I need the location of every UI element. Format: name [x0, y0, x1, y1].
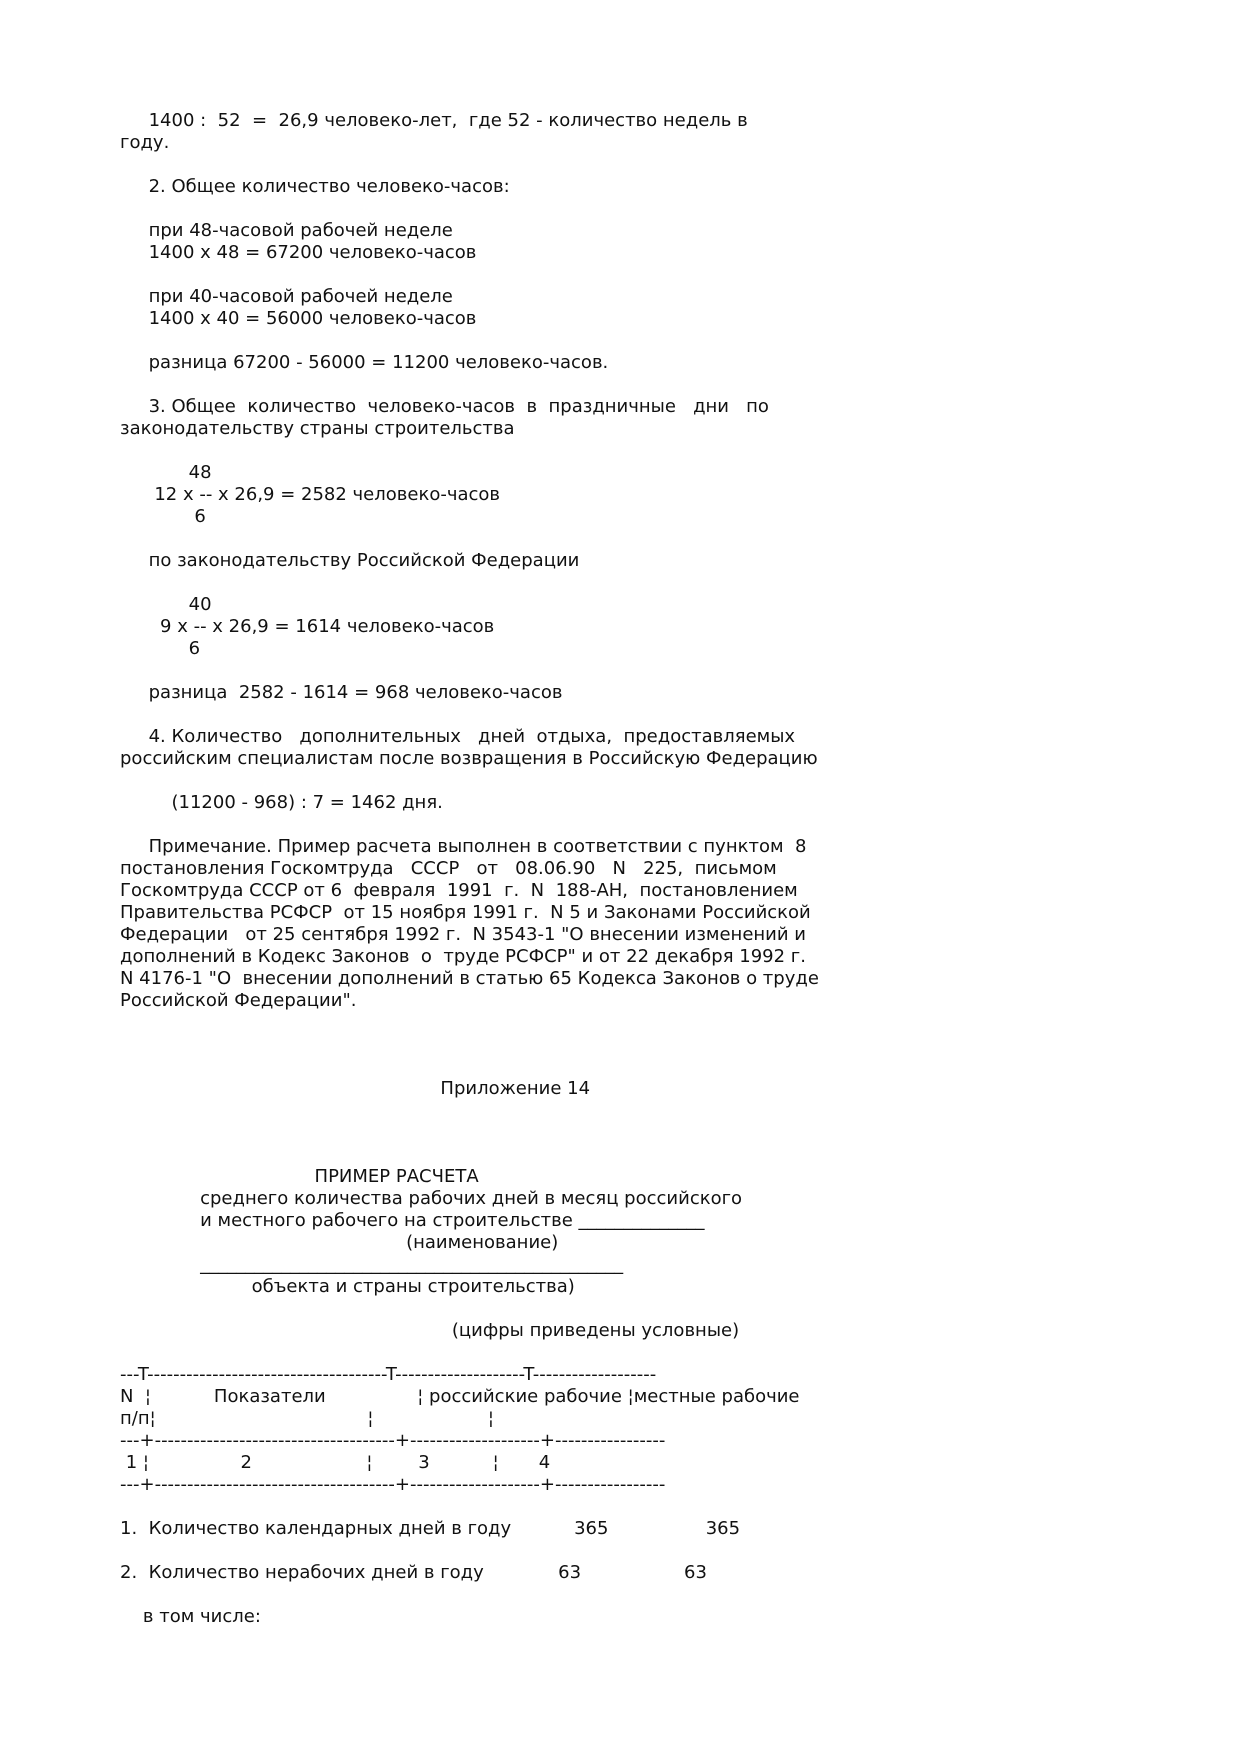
text-line: (11200 - 968) : 7 = 1462 дня.: [120, 792, 443, 813]
table-row: 1. Количество календарных дней в году 365 365: [120, 1518, 741, 1539]
text-line: объекта и страны строительства): [120, 1276, 575, 1297]
text-line: разница 67200 - 56000 = 11200 человеко-часов.: [120, 352, 609, 373]
text-line: 48: [120, 462, 212, 483]
section-title: ПРИМЕР РАСЧЕТА: [120, 1166, 479, 1187]
table-header: N ¦ Показатели ¦ российские рабочие ¦местные рабочие: [120, 1386, 800, 1407]
text-line: по законодательству Российской Федерации: [120, 550, 580, 571]
text-line: разница 2582 - 1614 = 968 человеко-часов: [120, 682, 563, 703]
text-line: 1400 x 48 = 67200 человеко-часов: [120, 242, 477, 263]
text-line: российским специалистам после возвращения в Российскую Федерацию: [120, 748, 818, 769]
text-line: Российской Федерации".: [120, 990, 357, 1011]
text-line: 1400 : 52 = 26,9 человеко-лет, где 52 - количество недель в: [120, 110, 748, 131]
table-border: ---T-------------------------------------T--------------------T-------------------: [120, 1364, 657, 1385]
table-header: п/п¦ ¦ ¦: [120, 1408, 494, 1429]
text-line: (наименование): [120, 1232, 559, 1253]
text-line: в том числе:: [120, 1606, 261, 1627]
text-line: среднего количества рабочих дней в месяц российского: [120, 1188, 743, 1209]
text-line: 9 x -- x 26,9 = 1614 человеко-часов: [120, 616, 495, 637]
text-line: дополнений в Кодекс Законов о труде РСФСР" и от 22 декабря 1992 г.: [120, 946, 806, 967]
text-line: законодательству страны строительства: [120, 418, 515, 439]
text-line: 6: [120, 638, 201, 659]
text-line: и местного рабочего на строительстве ______________: [120, 1210, 705, 1231]
text-line: при 40-часовой рабочей неделе: [120, 286, 453, 307]
text-line: 12 x -- x 26,9 = 2582 человеко-часов: [120, 484, 501, 505]
text-line: Примечание. Пример расчета выполнен в соответствии с пунктом 8: [120, 836, 807, 857]
text-line: (цифры приведены условные): [120, 1320, 740, 1341]
text-line: Федерации от 25 сентября 1992 г. N 3543-1 "О внесении изменений и: [120, 924, 806, 945]
text-line: Госкомтруда СССР от 6 февраля 1991 г. N 188-АН, постановлением: [120, 880, 798, 901]
text-line: 2. Общее количество человеко-часов:: [120, 176, 510, 197]
text-line: 3. Общее количество человеко-часов в праздничные дни по: [120, 396, 769, 417]
text-line: 4. Количество дополнительных дней отдыха, предоставляемых: [120, 726, 796, 747]
table-border: ---+-------------------------------------+--------------------+-----------------: [120, 1474, 666, 1495]
text-line: году.: [120, 132, 170, 153]
table-header: 1 ¦ 2 ¦ 3 ¦ 4: [120, 1452, 551, 1473]
text-line: 6: [120, 506, 206, 527]
table-border: ---+-------------------------------------+--------------------+-----------------: [120, 1430, 666, 1451]
table-row: 2. Количество нерабочих дней в году 63 63: [120, 1562, 707, 1583]
text-line: при 48-часовой рабочей неделе: [120, 220, 453, 241]
text-line: Правительства РСФСР от 15 ноября 1991 г. N 5 и Законами Российской: [120, 902, 811, 923]
text-line: постановления Госкомтруда СССР от 08.06.90 N 225, письмом: [120, 858, 777, 879]
text-line: _______________________________________________: [120, 1254, 624, 1275]
text-line: 40: [120, 594, 212, 615]
text-line: N 4176-1 "О внесении дополнений в статью 65 Кодекса Законов о труде: [120, 968, 819, 989]
appendix-label: Приложение 14: [120, 1078, 591, 1099]
text-line: 1400 x 40 = 56000 человеко-часов: [120, 308, 477, 329]
